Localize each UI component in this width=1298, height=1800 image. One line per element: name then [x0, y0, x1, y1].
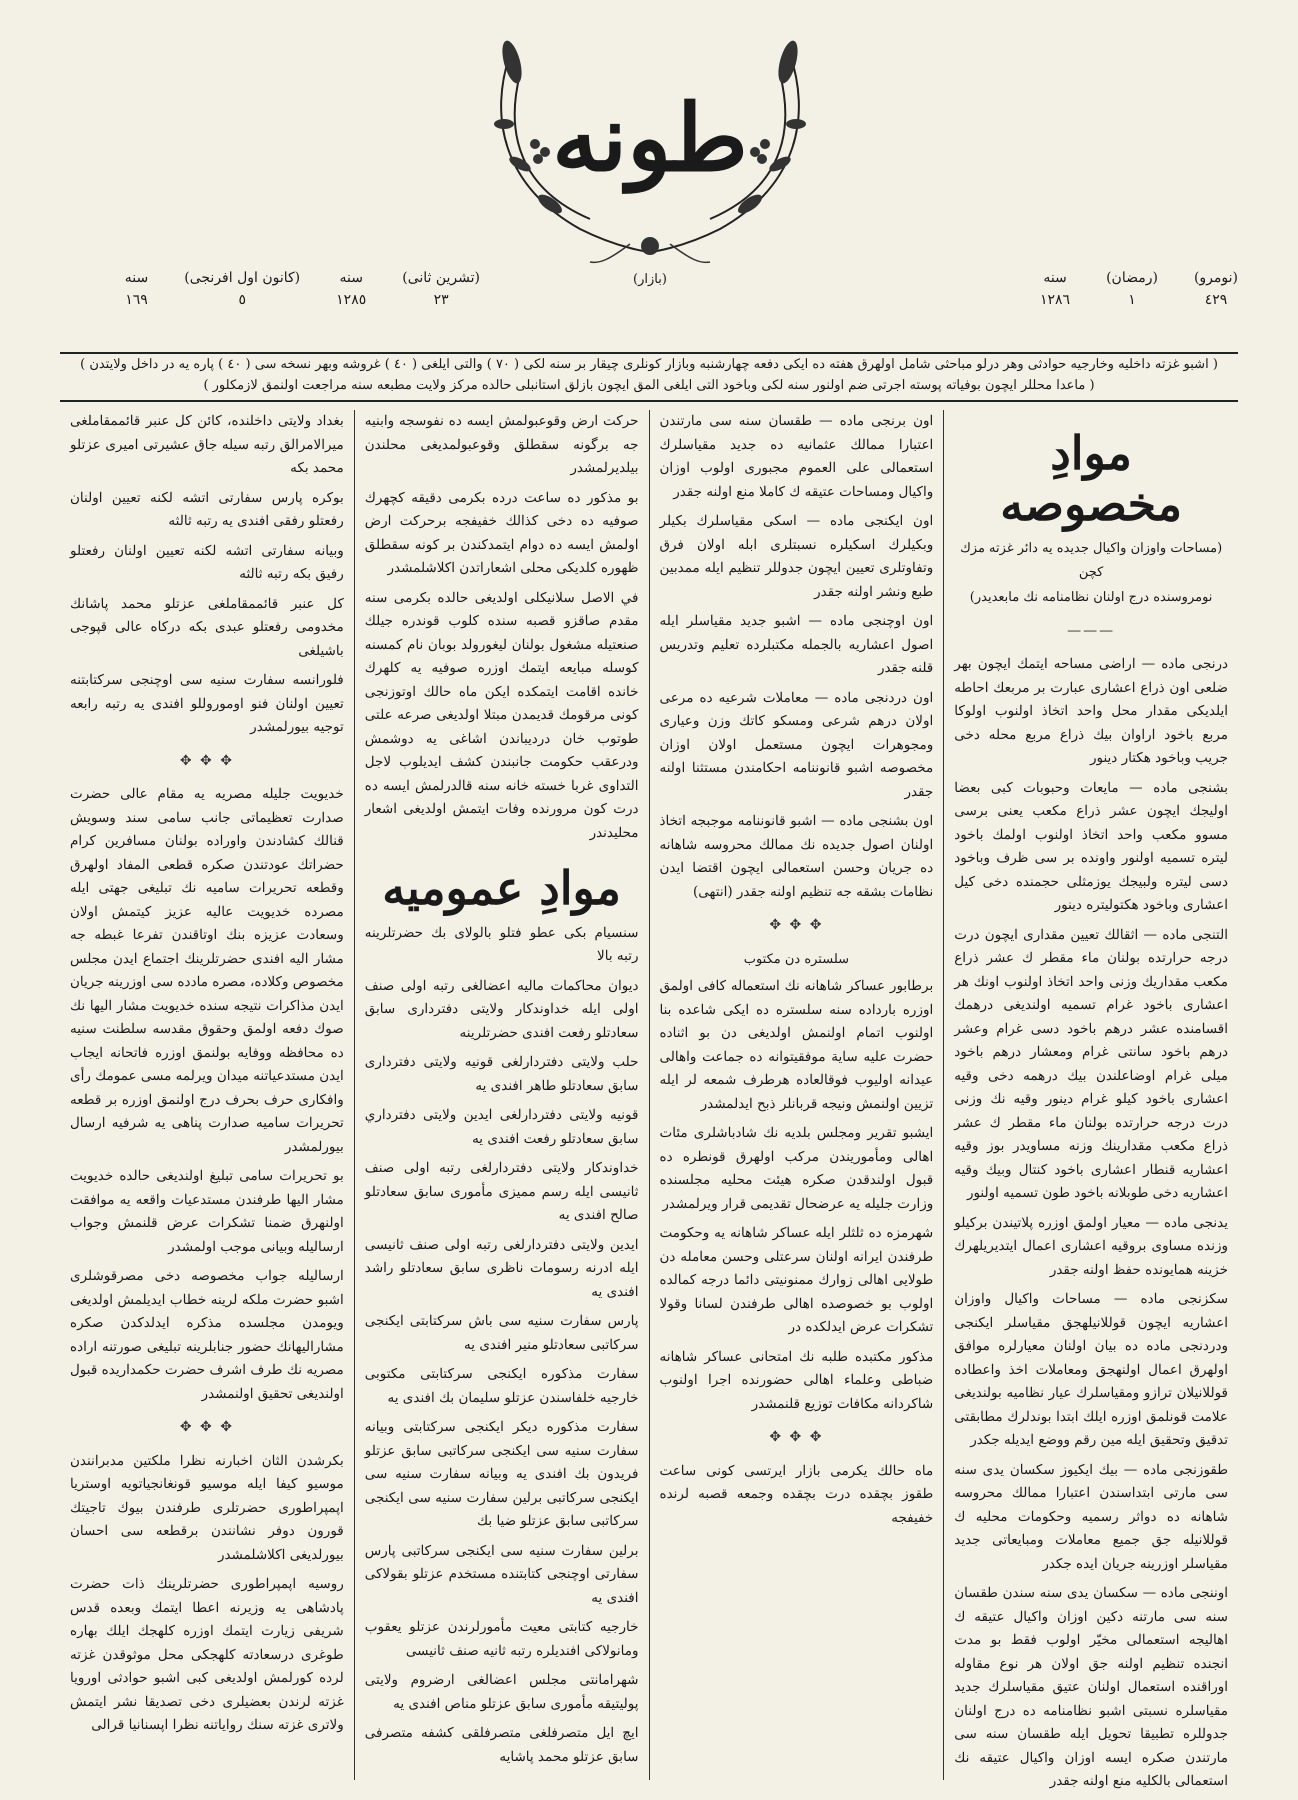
issue-number: (نومرو) ٤٢٩: [1193, 270, 1238, 308]
article-paragraph: اون برنجى ماده — طقسان سنه سى مارتندن اعتبارا ممالك عثمانيه ده جديد مقياسلرك استعمالى على العموم مجبورى اولوب اوزان واكيال ومساحات عتيقه ك كاملا منع اولنه جقدر: [659, 413, 934, 500]
article-paragraph: ديوان محاكمات ماليه اعضالغى رتبه اولى صنف اولى ايله خداوندكار ولايتى دفتردارى سابق سعادتلو رفعت افندى حضرتلرينه: [364, 977, 639, 1041]
divider: ✥ ✥ ✥: [769, 917, 824, 933]
column-3: [354, 410, 649, 1780]
article-paragraph: وبيانه سفارتى اتشه لكنه تعيين اولنان رفعتلو رفيق بكه رتبه ثالثه: [70, 542, 344, 582]
article-paragraph: في الاصل سلانيكلى اولديغى حالده بكرمى سنه مقدم صاقزو قصبه سنده كلوب قوندره جيلك صنعتيله مشغول بولنان ليغورولد بوبان نام كمسنه كوسله مبايعه ايتمك اوزره صوفيه يه كلهرك خانده اقامت ايتمكده ايكن ماه حالك اوتوزنجى كونى مرقومك قديمدن مبتلا اولديغى صرعه علتى طوتوب خان درديباندن اشاغى يه دوشمش ودرعقب حكومت جانبندن كشف ايديلوب لاجل التداوى غربا خسته خانه سنه قالدرلمش ايسه ده درت كون مرورنده وفات ايتمش اولديغى اشعار محليدندر: [364, 589, 639, 841]
article-paragraph: خارجيه كتابتى معيت مأمورلرندن عزتلو يعقوب ومانولاكى افنديلره رتبه ثانيه صنف ثانيسى: [364, 1619, 639, 1659]
article-paragraph: بو تحريرات سامى تبليغ اولنديغى حالده خديويت مشار اليها طرفندن مستدعيات واقعه يه موافقت اولنهرق ضمنا تشكرات عرض قلنمش وجواب ارساليله وبيانى موجب اولمشدر: [70, 1168, 344, 1255]
section-subheading: (مساحات واوزان واكيال جديده يه دائر غزته مزك كچن: [960, 541, 1223, 580]
article-paragraph: مذكور مكتبده طلبه نك امتحانى عساكر شاهانه ضباطى وعلماء اهالى حضورنده اجرا اولنوب شاكردانه مكافات توزيع قلنمشدر: [659, 1348, 934, 1412]
article-paragraph: شهرامانتى مجلس اعضالغى ارضروم ولايتى پوليتيقه مأمورى سابق عزتلو مناص افندى يه: [364, 1672, 639, 1712]
article-paragraph: بكرشدن الثان اخبارنه نظرا ملكتين مدبرانندن موسيو كيفا ايله موسيو قونغانجياتويه اوستريا اپمپراطورى حضرتلرى طرفندن بيوك تاجيتك قورون دوفر نشانندن برقطعه سى احسان بيورلديغى اكلاشلمشدر: [70, 1452, 344, 1563]
subscription-info: [60, 352, 1238, 402]
hijri-year: سنه ١٢٨٦: [1040, 270, 1071, 308]
article-paragraph: سنسيام بكى عطو فتلو بالولاى بك حضرتلرينه رتبه بالا: [364, 924, 639, 965]
newspaper-title: طونه: [552, 84, 748, 192]
article-paragraph: درنجى ماده — اراضى مساحه ايتمك ايچون بهر ضلعى اون ذراع اعشارى عبارت بر مربعك احاطه ايلديكى مقدار محل واحد اتخاذ اولنوب اولوكا مربع باخود اراوان بيك ذراع مربع محله دخى جريب وباخود هكتار دينور: [954, 656, 1228, 767]
article-columns: [60, 410, 1238, 1790]
article-paragraph: بو مذكور ده ساعت درده بكرمى دقيقه كچهرك صوفيه ده دخى كذالك خفيفجه برحركت ارض اولمش ايسه ده دوام ايتمدكندن بر كونه سقطلق ظهوره كلديكى محلى اشعاراتدن اكلاشلمشدر: [364, 489, 639, 576]
article-paragraph: سفارت مذكوره ديكر ايكنجى سركتابتى وبيانه سفارت سنيه سى ايكنجى سركاتبى سابق عزتلو فريدون بك افندى يه وبيانه سفارت سنيه سى ايكنجى سركاتبى برلين سفارت سنيه سى ايكنجى سركاتبى سابق عزتلو ضيا بك: [364, 1419, 639, 1530]
rumi-month: (تشرين ثانى) ٢٣: [402, 270, 480, 308]
section-subheading: نومروسنده درج اولنان نظامنامه نك مابعديدر): [969, 590, 1213, 606]
gregorian-month: (كانون اول افرنجى) ٥: [184, 270, 301, 308]
article-paragraph: بشنجى ماده — مايعات وحبوبات كبى بعضا اوليجك ايچون عشر ذراع مكعب يعنى برسى مسوو مكعب واحد اتخاذ اولنوب اولمك باخود ليتره تسميه اولنور واونده بر سى ظرف وباخود دسى ليتره ولبيجك يوزمثلى حجمنده دخى كيل اعشارى وباخود هكتوليتره دينور: [954, 779, 1228, 914]
divider: ———: [1067, 622, 1116, 639]
issue-info-left: [60, 270, 480, 320]
article-paragraph: اون اوچنجى ماده — اشبو جديد مقياسلر ايله اصول اعشاريه بالجمله مكتبلرده تعليم وتدريس قلنه جقدر: [659, 613, 934, 676]
article-paragraph: بوكره پارس سفارتى اتشه لكنه تعيين اولنان رفعتلو رفقى افندى يه رتبه ثالثه: [70, 489, 344, 529]
divider: ✥ ✥ ✥: [769, 1429, 824, 1445]
section-heading-special: موادِ مخصوصه: [1000, 426, 1182, 531]
hijri-month: (رمضان) ١: [1106, 270, 1158, 308]
article-paragraph: شهرمزه ده ثلثلر ايله عساكر شاهانه يه وحكومت طرفندن ايرانه اولنان سرعتلى وحسن معامله دن طولايى اهالى زوارك ممنونيتى دائما درجه كمالده اولوب بو خصوصده اهالى طرفندن لسانا وقولا تشكرات عرض ايدلكده در: [659, 1225, 934, 1335]
issue-day: (بازار): [633, 272, 667, 287]
article-paragraph: ايچ ايل متصرفلغى متصرفلقى كشفه متصرفى سابق عزتلو محمد پاشايه: [364, 1725, 639, 1765]
article-paragraph: ايشبو تقرير ومجلس بلديه نك شادباشلرى مئات اهالى ومأموريندن مركب اولهرق قونطره ده قبول اولندقدن صكره هيئت محليه مجلسنده وزارت جليله يه عرضحال تقديمى قرار ويرلمشدر: [659, 1125, 934, 1212]
article-paragraph: سفارت مذكوره ايكنجى سركتابتى مكتوبى خارجيه خلفاسندن عزتلو سليمان بك افندى يه: [364, 1366, 639, 1406]
article-paragraph: حركت ارض وقوعبولمش ايسه ده نفوسجه وابنيه جه برگونه سقطلق وقوعبولمديغى محلندن بيلديرلمشدر: [364, 413, 639, 476]
article-paragraph: حلب ولايتى دفتردارلغى قونيه ولايتى دفتردارى سابق سعادتلو طاهر افندى يه: [364, 1054, 639, 1094]
article-paragraph: روسيه اپمپراطورى حضرتلرينك ذات حضرت پادشاهى يه وزيرنه اعطا ايتمك وبعده قدس شريفى زيارت ايتمك اوزره كلهجك ايلك بهاره طوغرى درسعادته كلهجكى محل موثوقدن غزته لرده كورلمش اولديغى كبى اشبو حوادثى اورويا غزته لرندن بعضيلرى دخى تصديقا نشر ايتمش ولاترى غزته سنك رواياتنه نظرا اپسنانيا قرالى: [70, 1576, 344, 1733]
masthead: [450, 14, 850, 287]
article-paragraph: پارس سفارت سنيه سى باش سركتابتى ايكنجى سركاتبى سعادتلو منير افندى يه: [364, 1313, 639, 1353]
article-paragraph: طقوزنجى ماده — بيك ايكيوز سكسان يدى سنه سى مارتى ابتداسندن اعتبارا ممالك محروسه شاهانه ده دواثر رسميه وحكومات محليه ك قوللانيله جق جميع معاملات ومبايعاتى جديد مقياسلر اوزرينه جريان ايده جكدر: [954, 1461, 1228, 1572]
article-paragraph: ايدين ولايتى دفتردارلغى رتبه اولى صنف ثانيسى ايله ادرنه رسومات ناظرى سابق سعادتلو راشد افندى يه: [364, 1236, 639, 1300]
article-paragraph: بغداد ولايتى داخلنده، كائن كل عنبر قائممقاملغى ميرالامرالق رتبه سيله جاق عشيرتى اميرى عزتلو محمد بكه: [70, 413, 344, 476]
column-2: [649, 410, 944, 1780]
article-paragraph: اوننجى ماده — سكسان يدى سنه سندن طقسان سنه سى مارتنه دكين اوزان واكيال عتيقه ك اهاليجه استعمالى مخيّر اولوب فقط بو مدت انجنده تنظيم اولنه جق اولان هر نوع مقاوله اوراقنده استعمال اولنان عتيق مقياسلرك جديد مقياسلره نسبتى اشبو نظامنامه ده درج اولنان جدوللره تطبيقا تحويل ايله طقسان سنه سى مارتندن صكره ايسه اوزان واكيال عتيقه نك استعمالى بالكليه منع اولنه جقدر: [954, 1585, 1228, 1790]
article-paragraph: اون ايكنجى ماده — اسكى مقياسلرك بكيلر وبكيلرك اسكيلره نسبتلرى ابله اولان فرق وتفاوتلرى تعيين ايچون جدوللر تنظيم ايله ممدبين طبع ونشر اولنه جقدر: [659, 513, 934, 600]
article-paragraph: كل عنبر قائممقاملغى عزتلو محمد پاشانك مخدومى رفعتلو عبدى بكه دركاه عالى قپوجى باشيلغى: [70, 595, 344, 659]
article-paragraph: برطابور عساكر شاهانه نك استعماله كافى اولمق اوزره بارداده سنه سلستره ده ايكى شاعده بنا اولنوب اتمام اولنمش اولديغى دن بو اثناده حضرت عليه ساية موفقيتوانه ده جماعت واهالى عيدانه اوليوب فوقالعاده هرطرف شمعه لر ايله تزيين اولنمش ونيجه قربانلر ذبح ايدلمشدر: [659, 978, 934, 1112]
rumi-year: سنه ١٢٨٥: [336, 270, 367, 308]
column-1: [943, 410, 1238, 1790]
article-paragraph: سكزنجى ماده — مساحات واكيال واوزان اعشاريه ايچون قوللانيلهجق مقياسلر ايكنجى ودردنجى ماده ده بيان اولنان معيارلره موافق اولهرق اعمال اولنهجق ومعاملات اخذ واعطاده قوللانيلان ترازو ومقياسلرك عيار نظاميه بولنديغى علامت قونلمق اوزره ايلك ابتدا بوندلرك مطابقتى تدقيق وتحقيق ايله مين رقم ووضع ايديله جكدر: [954, 1291, 1228, 1449]
article-paragraph: يدنجى ماده — معيار اولمق اوزره پلاتيندن بركيلو وزنده مساوى بروقيه اعشارى اعمال ايتديريلهرك خزينه همايونده حفظ اولنه جقدر: [954, 1214, 1228, 1278]
article-paragraph: خديويت جليله مصريه يه مقام عالى حضرت صدارت تعظيماتى جانب سامى سند وسويش قنالك كشادندن واوراده بولنان مسافرين كرام حضراتك عودتندن صكره قطعى المفاد اولهرق وقطعه تحريرات ساميه نك تبليغى جهتى ايله مصرده خديويت عاليه عزيز كيتمش اولان وسعادت عزيزه بنك اوتاقندن تفرعا غبطه جه مشار اليه افندى حضرتلرينك اجتماع ايدن مجلس مخصوص وكلاده، مصره مادده سى اوزرينه جريان ايدن مذاكرات نتيجه سنده خديويت مشار اليها نك صوك دفعه اولمق وحقوق مقدسه سلطنت سنيه ده محافظه ووفايه بولنمق اوزره فاتحانه ايجاب ايدن مستدعياتنه ميدان ويرلمه مسى عمومك رأى وافكارى حرف بحرف درج اولنمق اوزره بر قطعه تحريرات ساميه صدارت پناهى يه شرفيه ارسال بيورلمشدر: [70, 786, 344, 1155]
article-paragraph: اون دردنجى ماده — معاملات شرعيه ده مرعى اولان درهم شرعى ومسكو كاتك وزن وعيارى ومجوهرات ايچون مستعمل اولان اوزان مخصوصه اشبو قانوننامه احكامندن مستثنا اولنه جقدر: [659, 689, 934, 800]
article-paragraph: التنجى ماده — اثقالك تعيين مقدارى ايچون درت درجه حرارتده بولنان ماء مقطر ك عشر ذراع مكعب مقداريك وزنى واحد اتخاذ اولنوب اونك هر اعشارى باخود غرام تسميه اولنديغى درهمك اقسامنده عشر درهم باخود دسى غرام وعشر درهم باخود سانتى غرام ومعشار درهم باخود ميلى غرام اوضاعلندن بيك درهمه دخى وقيه اعشارى باخود كيلو غرام دينور وقيه نك وزنى درت درجه حرارتده بولنان ماء مقطر ك عشر ذراع مكعب مقدارينك وزنه مساويدر بوز وقيه اعشاريه قنطار اعشارى باخود كنتال وبيك وقيه اعشاريه دخى طوبلانه باخود طون تسميه اولنور: [954, 926, 1228, 1202]
article-paragraph: قونيه ولايتى دفتردارلغى ايدين ولايتى دفترداري سابق سعادتلو رفعت افندى يه: [364, 1107, 639, 1147]
article-paragraph: خداوندكار ولايتى دفتردارلغى رتبه اولى صنف ثانيسى ايله رسم مميزى مأمورى سابق سعادتلو صالح افندى يه: [364, 1160, 639, 1224]
column-4: [60, 410, 354, 1780]
article-paragraph: اون بشنجى ماده — اشبو قانوننامه موجبجه اتخاذ اولنان اصول جديده نك ممالك محروسه شاهانه ده جريان وحسن استعمالى ايچون اقتضا ايدن نظامات بشقه جه تنظيم اولنه جقدر (انتهى): [659, 813, 934, 900]
article-paragraph: فلورانسه سفارت سنيه سى اوچنجى سركتابتنه تعيين اولنان فنو اوموروللو افندى يه رتبه رابعه توجيه بيورلمشدر: [70, 672, 344, 735]
article-paragraph: ماه حالك يكرمى بازار ايرتسى كونى ساعت طقوز بچقده درت بچقده وجمعه قصبه لرنده خفيفجه: [659, 1462, 934, 1526]
issue-info-right: [838, 270, 1238, 320]
article-paragraph: ارساليله جواب مخصوصه دخى مصرقوشلرى اشبو حضرت ملكه لرينه خطاب ايديلمش اولديغى ويومدن مجلسده مذكره ايدلدكدن صكره مشاراليهانك حضور جنابلرينه تبليغى صورتنه اراده مصريه نك طرف اشرف حضرت حكمداريده قبول اولنديغى تحقيق اولنمشدر: [70, 1268, 344, 1402]
article-paragraph: برلين سفارت سنيه سى ايكنجى سركاتبى پارس سفارتى اوچنجى كتابتنده مستخدم عزتلو بقولاكى افندى يه: [364, 1542, 639, 1606]
subscription-line-1: ( اشبو غزته داخليه وخارجيه حوادثى وهر درلو مباحثى شامل اولهرق هفته ده ايكى دفعه چهارشنبه وبازار كونلرى چيقار بر سنه لكى ( ٧٠ ) والتى ايلغى ( ٤٠ ) غروشه وبهر نسخه سى ( ٤٠ ) پاره يه در داخل ولايتدن ): [80, 357, 1218, 372]
article-subhead: سلستره دن مكتوب: [743, 951, 850, 967]
divider: ✥ ✥ ✥: [179, 752, 234, 769]
gregorian-year: سنه ١٦٩: [124, 270, 149, 308]
subscription-line-2: ( ماعدا محللر ايچون بوفياته پوسته اجرتى ضم اولنور سنه لكى وباخود التى ايلغى المق ايچون بازلق استانبلى حالده مركز ولايت مطبعه سنه مراجعت اولنمق لازمكلور ): [203, 378, 1095, 393]
divider: ✥ ✥ ✥: [179, 1419, 234, 1435]
section-heading-general: موادِ عموميه: [382, 861, 621, 915]
